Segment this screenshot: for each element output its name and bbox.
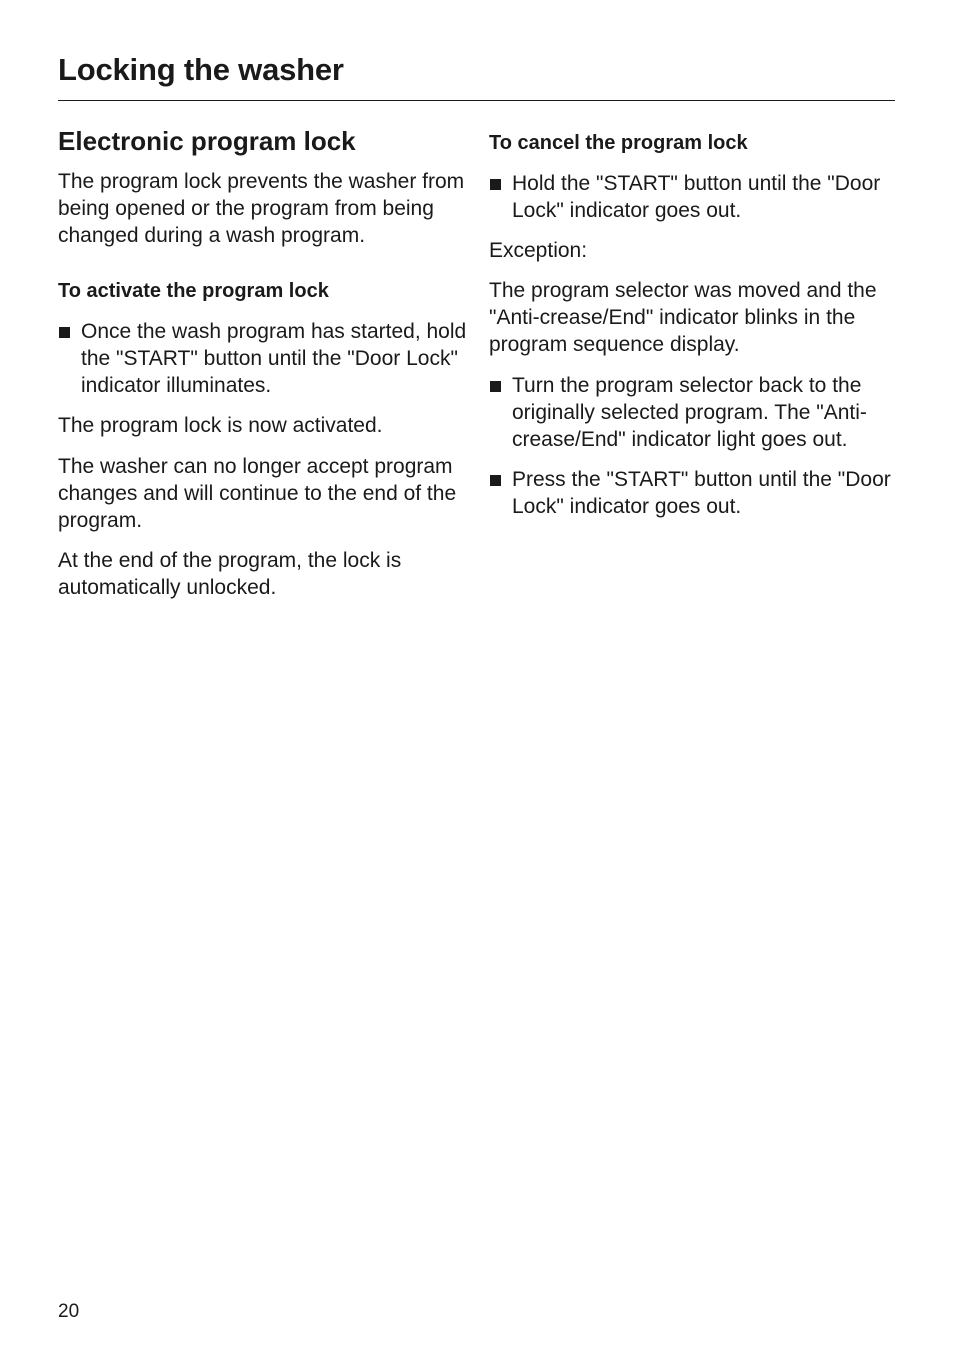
bullet-square-icon <box>490 475 501 486</box>
intro-paragraph: The program lock prevents the washer from being opened or the program from being changed during a wash program. <box>58 170 465 247</box>
cancel-bullet <box>489 170 899 224</box>
page-number: 20 <box>58 1301 80 1322</box>
activate-bullet <box>58 318 470 399</box>
bullet-square-icon <box>490 381 501 392</box>
right-column <box>489 120 899 520</box>
bullet-square-icon <box>490 179 501 190</box>
exception-label: Exception: <box>489 239 588 262</box>
paragraph-activated: The program lock is now activated. <box>58 414 383 437</box>
section-heading: Electronic program lock <box>58 126 356 156</box>
page-title: Locking the washer <box>58 52 344 87</box>
left-column <box>58 120 470 601</box>
bullet-text: Once the wash program has started, hold the "START" button until the "Door Lock" indicator illuminates. <box>81 320 467 397</box>
title-divider <box>58 100 895 101</box>
paragraph-no-changes: The washer can no longer accept program changes and will continue to the end of the program. <box>58 455 457 532</box>
paragraph-auto-unlock: At the end of the program, the lock is automatically unlocked. <box>58 549 402 599</box>
cancel-heading: To cancel the program lock <box>489 132 748 154</box>
bullet-text: Press the "START" button until the "Door Lock" indicator goes out. <box>512 468 891 518</box>
bullet-text: Hold the "START" button until the "Door Lock" indicator goes out. <box>512 172 881 222</box>
bullet-square-icon <box>59 327 70 338</box>
exception-bullet <box>489 466 899 520</box>
activate-heading: To activate the program lock <box>58 280 329 302</box>
exception-text: The program selector was moved and the "Anti-crease/End" indicator blinks in the program sequence display. <box>489 279 877 356</box>
bullet-text: Turn the program selector back to the originally selected program. The "Anti-crease/End" indicator light goes out. <box>512 374 867 451</box>
exception-bullet <box>489 372 899 453</box>
